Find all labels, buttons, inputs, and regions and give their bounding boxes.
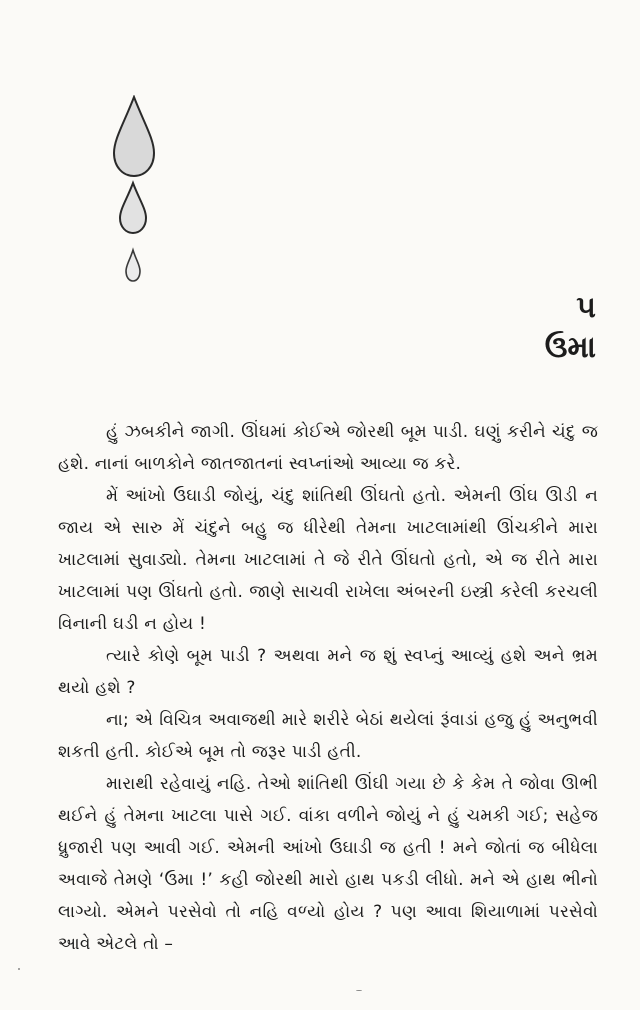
chapter-body: [58, 416, 598, 960]
water-drops-ornament: [112, 95, 162, 295]
scan-speck: [356, 990, 362, 991]
chapter-number: ૫: [576, 290, 596, 325]
scan-speck: [18, 968, 20, 970]
paragraph: મેં આંખો ઉઘાડી જોયું, ચંદુ શાંતિથી ઊંઘતો હતો. એમની ઊંઘ ઊડી ન જાય એ સારુ મેં ચંદુને બહુ જ ધીરેથી તેમના ખાટલામાંથી ઊંચકીને મારા ખાટલામાં સુવાડ્યો. તેમના ખાટલામાં તે જે રીતે ઊંઘતો હતો, એ જ રીતે મારા ખાટલામાં પણ ઊંઘતો હતો. જાણે સાચવી રાખેલા અંબરની ઇસ્ત્રી કરેલી કરચલી વિનાની ઘડી ન હોય !: [58, 486, 598, 634]
chapter-title: ઉમા: [544, 330, 596, 365]
small-drop-icon: [126, 250, 140, 281]
drop-icon-group: [112, 95, 162, 295]
paragraph: ત્યારે કોણે બૂમ પાડી ? અથવા મને જ શું સ્વપ્નું આવ્યું હશે અને ભ્રમ થયો હશે ?: [58, 646, 598, 698]
paragraph: મારાથી રહેવાયું નહિ. તેઓ શાંતિથી ઊંઘી ગયા છે કે કેમ તે જોવા ઊભી થઈને હું તેમના ખાટલા પાસે ગઈ. વાંકા વળીને જોયું ને હું ચમકી ગઈ; સહેજ ધ્રુજારી પણ આવી ગઈ. એમની આંખો ઉઘાડી જ હતી ! મને જોતાં જ બીધેલા અવાજે તેમણે ‘ઉમા !’ કહી જોરથી મારો હાથ પકડી લીધો. મને એ હાથ ભીનો લાગ્યો. એમને પરસેવો તો નહિ વળ્યો હોય ? પણ આવા શિયાળામાં પરસેવો આવે એટલે તો –: [58, 774, 598, 954]
paragraph: હું ઝબકીને જાગી. ઊંઘમાં કોઈએ જોરથી બૂમ પાડી. ઘણું કરીને ચંદુ જ હશે. નાનાં બાળકોને જાતજાતનાં સ્વપ્નાંઓ આવ્યા જ કરે.: [58, 422, 598, 474]
large-drop-icon: [114, 97, 154, 176]
medium-drop-icon: [120, 183, 146, 233]
paragraph: ના; એ વિચિત્ર અવાજથી મારે શરીરે બેઠાં થયેલાં રૂંવાડાં હજુ હું અનુભવી શકતી હતી. કોઈએ બૂમ તો જરૂર પાડી હતી.: [58, 710, 598, 762]
